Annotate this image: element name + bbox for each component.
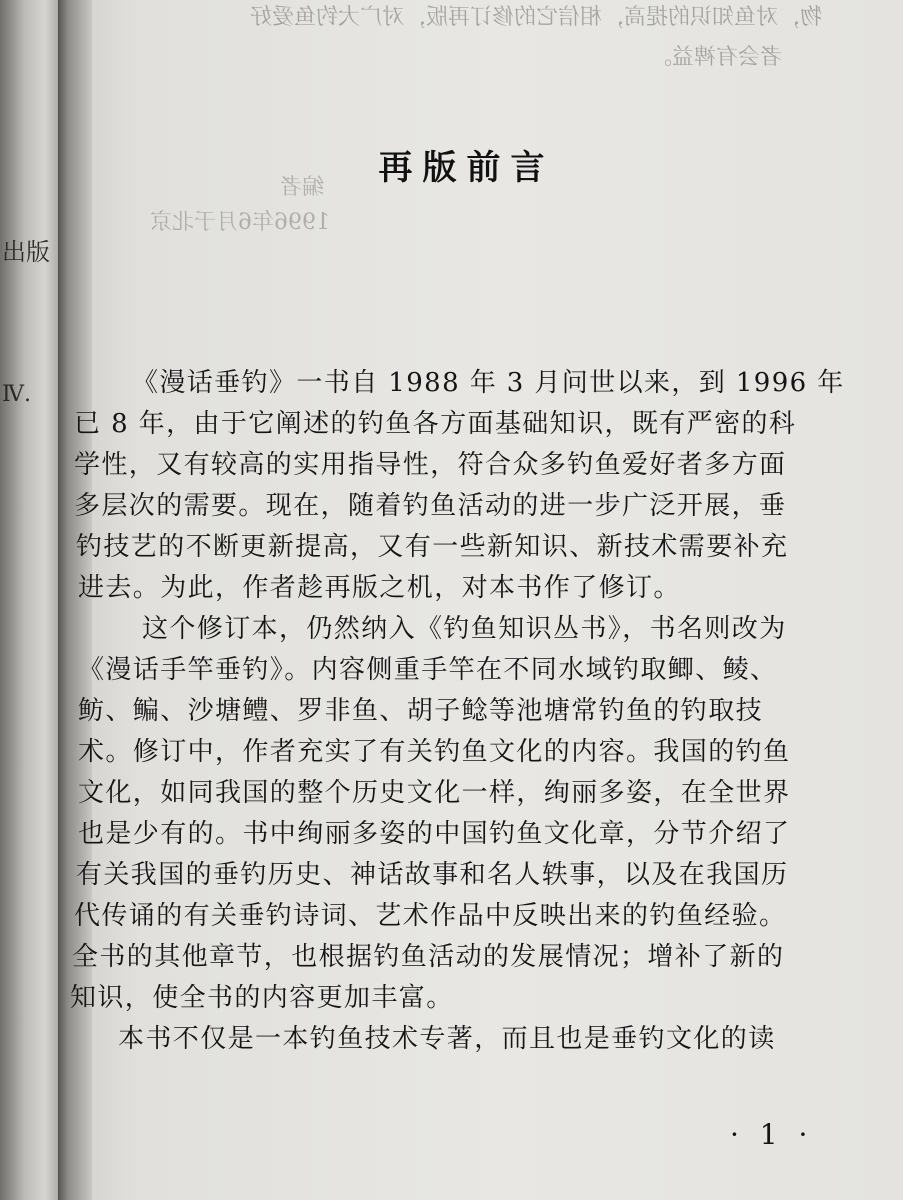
- text-line: 钓技艺的不断更新提高，又有一些新知识、新技术需要补充: [76, 532, 789, 562]
- text-line: 代传诵的有关垂钓诗词、艺术作品中反映出来的钓鱼经验。: [74, 901, 787, 931]
- left-page-text-fragment: Ⅳ.: [2, 382, 31, 407]
- bleed-through-date: 1996年6月于北京: [150, 210, 330, 235]
- text-line: 文化，如同我国的整个历史文化一样，绚丽多姿，在全世界: [78, 778, 791, 808]
- text-line: 本书不仅是一本钓鱼技术专著，而且也是垂钓文化的读: [118, 1024, 776, 1054]
- text-line: 《漫话垂钓》一书自 1988 年 3 月问世以来，到 1996 年: [132, 368, 845, 398]
- bleed-through-line: 者会有裨益。: [650, 45, 783, 70]
- text-line: 学性，又有较高的实用指导性，符合众多钓鱼爱好者多方面: [74, 450, 787, 480]
- text-line: 知识，使全书的内容更加丰富。: [70, 983, 454, 1013]
- text-line: 《漫话手竿垂钓》。内容侧重手竿在不同水域钓取鲫、鲮、: [78, 655, 778, 685]
- text-line: 鲂、鳊、沙塘鳢、罗非鱼、胡子鲶等池塘常钓鱼的钓取技: [78, 696, 764, 726]
- text-line: 也是少有的。书中绚丽多姿的中国钓鱼文化章，分节介绍了: [78, 819, 791, 849]
- text-line: 有关我国的垂钓历史、神话故事和名人轶事，以及在我国历: [76, 860, 789, 890]
- text-line: 术。修订中，作者充实了有关钓鱼文化的内容。我国的钓鱼: [78, 737, 791, 767]
- text-line: 全书的其他章节，也根据钓鱼活动的发展情况；增补了新的: [72, 942, 785, 972]
- text-line: 进去。为此，作者趁再版之机，对本书作了修订。: [78, 573, 681, 603]
- page-title: 再版前言: [378, 148, 555, 188]
- text-line: 这个修订本，仍然纳入《钓鱼知识丛书》，书名则改为: [142, 614, 787, 644]
- page-number: · 1 ·: [730, 1118, 814, 1151]
- text-line: 多层次的需要。现在，随着钓鱼活动的进一步广泛开展，垂: [74, 491, 787, 521]
- text-line: 已 8 年，由于它阐述的钓鱼各方面基础知识，既有严密的科: [74, 409, 797, 439]
- bleed-through-signature: 编者: [280, 175, 325, 200]
- left-page-text-fragment: 出版: [2, 238, 50, 266]
- bleed-through-line: 物，对鱼知识的提高，相信它的修订再版，对广大钓鱼爱好: [250, 5, 823, 30]
